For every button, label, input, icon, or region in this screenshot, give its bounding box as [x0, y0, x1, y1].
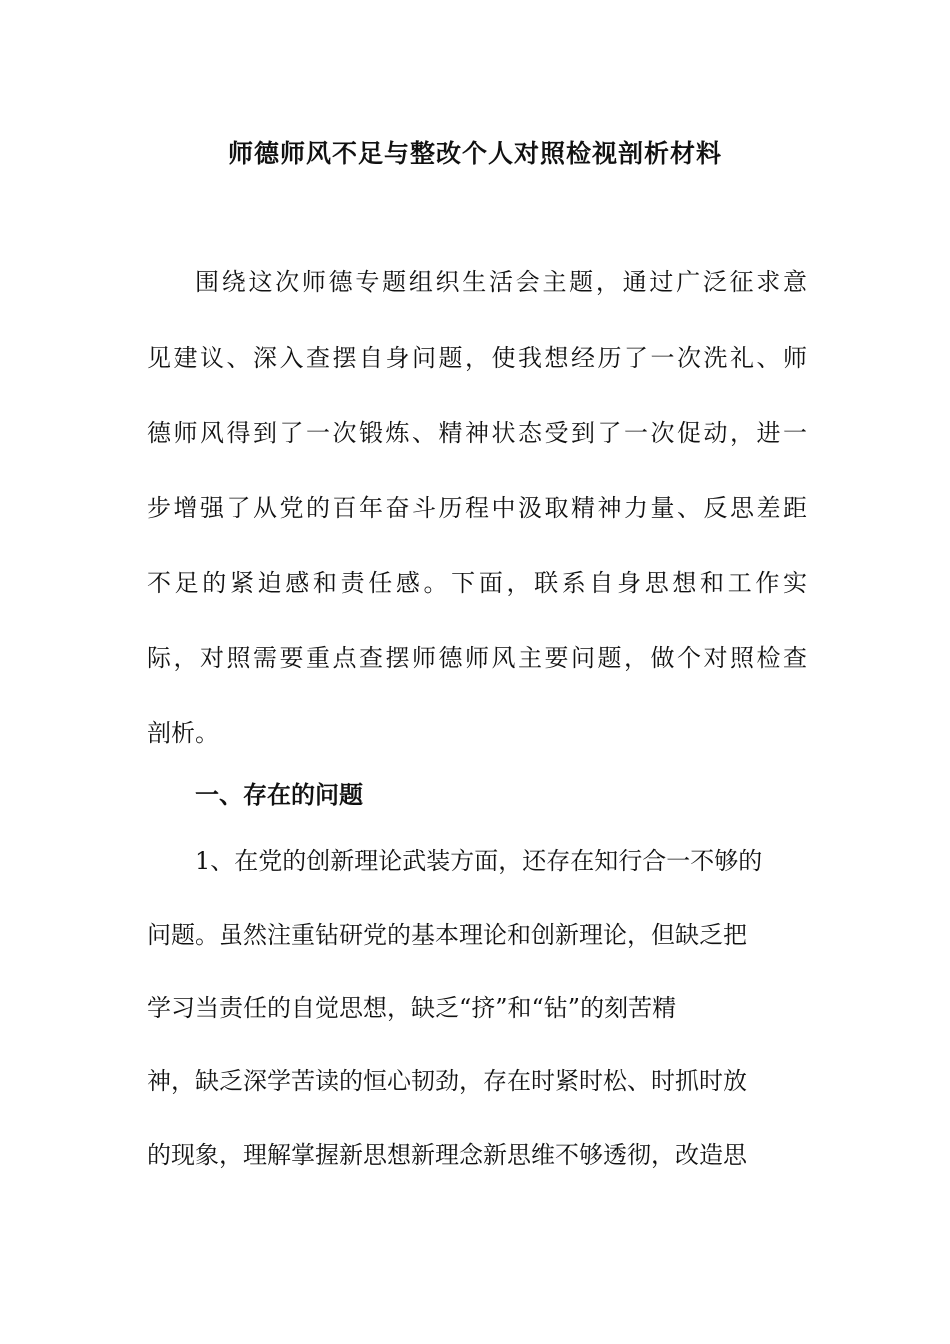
- paragraph-line: 的现象，理解掌握新思想新理念新思维不够透彻，改造思: [147, 1141, 747, 1169]
- paragraph-line: 围绕这次师德专题组织生活会主题，通过广泛征求意: [195, 268, 807, 296]
- paragraph-line: 德师风得到了一次锻炼、精神状态受到了一次促动，进一: [147, 419, 807, 447]
- paragraph-line: 不足的紧迫感和责任感。下面，联系自身思想和工作实: [147, 569, 807, 597]
- paragraph-line: 剖析。: [147, 719, 219, 747]
- section-heading: 一、存在的问题: [195, 781, 363, 809]
- document-title: 师德师风不足与整改个人对照检视剖析材料: [227, 139, 722, 168]
- paragraph-line: 步增强了从党的百年奋斗历程中汲取精神力量、反思差距: [147, 494, 807, 522]
- paragraph-line: 神，缺乏深学苦读的恒心韧劲，存在时紧时松、时抓时放: [147, 1067, 747, 1095]
- paragraph-line: 际，对照需要重点查摆师德师风主要问题，做个对照检查: [147, 644, 807, 672]
- paragraph-line: 1、在党的创新理论武装方面，还存在知行合一不够的: [195, 847, 763, 875]
- paragraph-line: 学习当责任的自觉思想，缺乏“挤”和“钻”的刻苦精: [147, 994, 677, 1022]
- paragraph-line: 见建议、深入查摆自身问题，使我想经历了一次洗礼、师: [147, 344, 807, 372]
- paragraph-line: 问题。虽然注重钻研党的基本理论和创新理论，但缺乏把: [147, 921, 747, 949]
